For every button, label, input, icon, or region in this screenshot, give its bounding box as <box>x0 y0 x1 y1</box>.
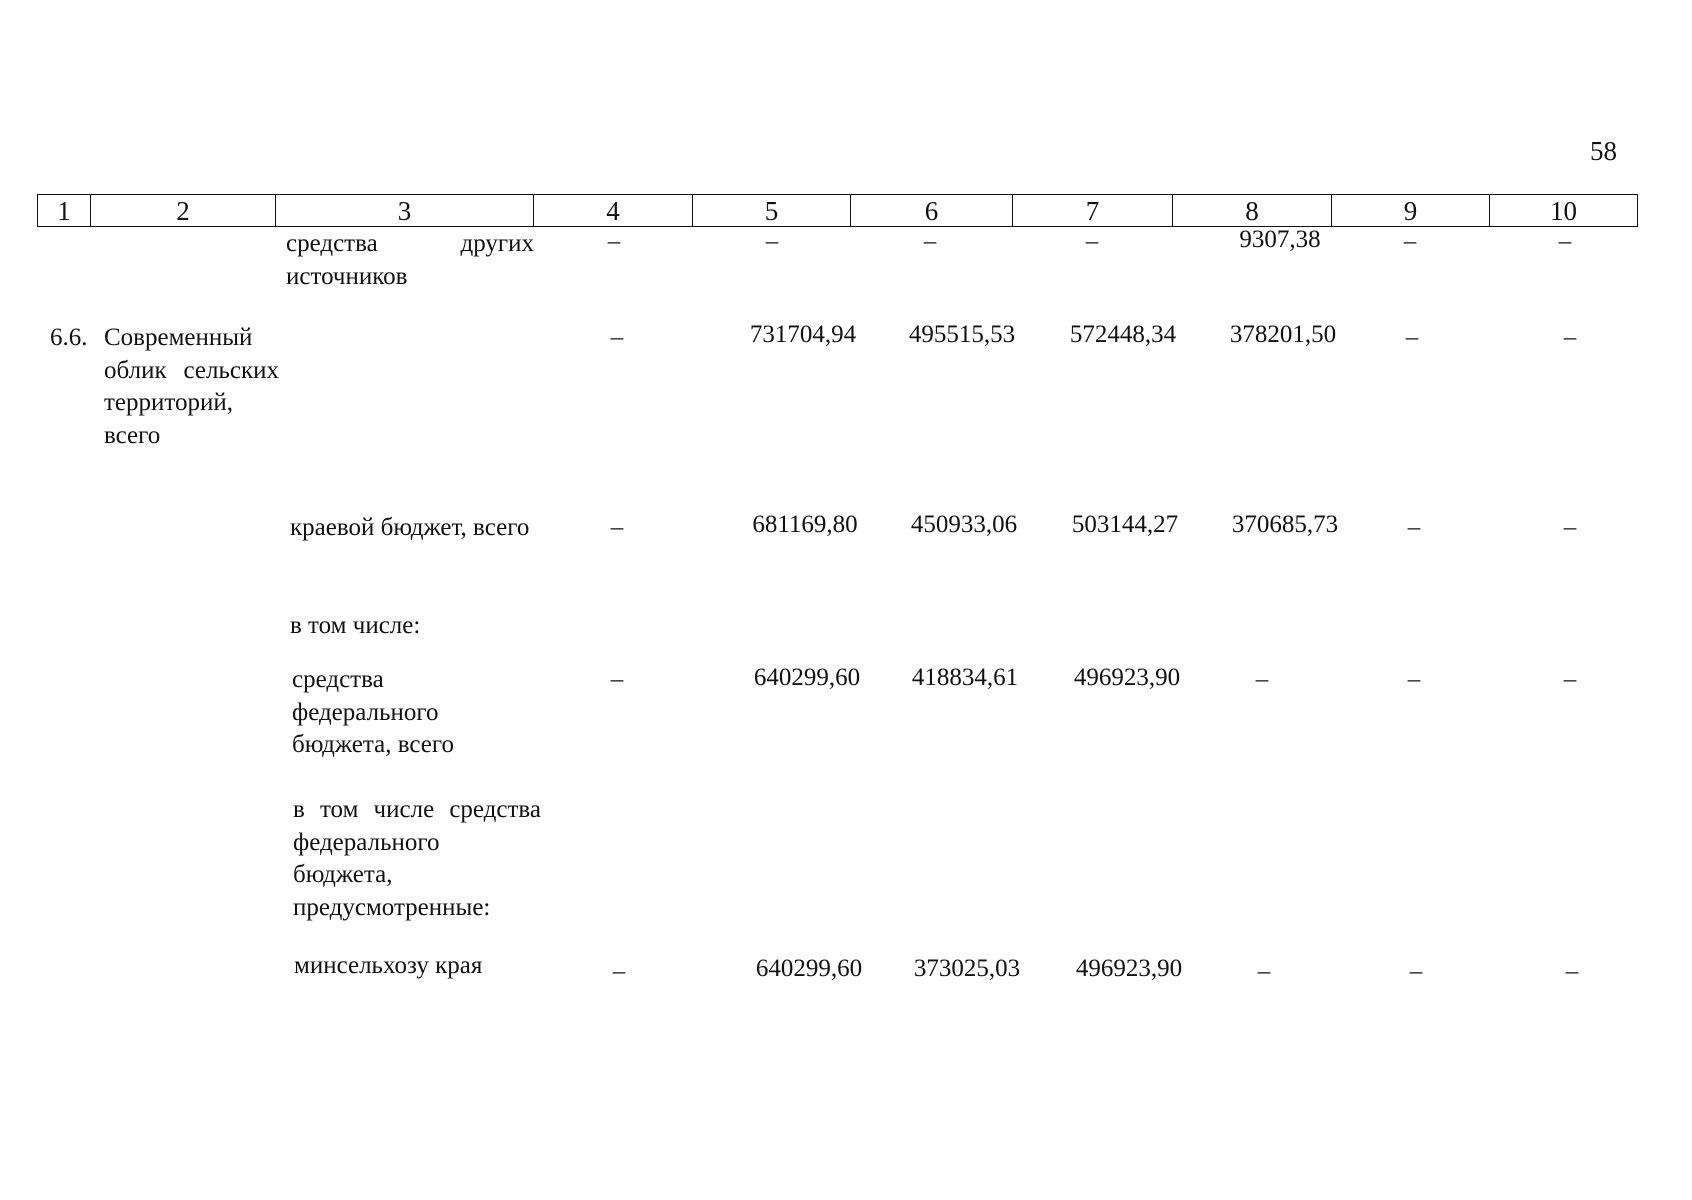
row1-col8: 378201,50 <box>1229 321 1337 348</box>
item-title-rural-areas <box>104 322 279 452</box>
row2-col7: 503144,27 <box>1071 511 1179 538</box>
row6-col6: 373025,03 <box>913 955 1021 982</box>
row2-col4: – <box>610 514 624 541</box>
row6-col7: 496923,90 <box>1075 955 1183 982</box>
row4-col10: – <box>1563 666 1577 693</box>
column-number-header <box>37 194 1638 227</box>
row1-col10: – <box>1563 324 1577 351</box>
row6-col5: 640299,60 <box>755 955 863 982</box>
row2-col8: 370685,73 <box>1231 511 1339 538</box>
row0-col5: – <box>765 228 779 255</box>
row6-col8: – <box>1257 958 1271 985</box>
row0-col8: 9307,38 <box>1239 226 1321 253</box>
header-col-1: 1 <box>38 195 91 227</box>
row1-col7: 572448,34 <box>1069 321 1177 348</box>
page-number: 58 <box>1590 136 1617 166</box>
header-col-6: 6 <box>851 195 1013 227</box>
row0-col6: – <box>923 228 937 255</box>
header-col-4: 4 <box>534 195 693 227</box>
header-col-3: 3 <box>276 195 534 227</box>
header-col-7: 7 <box>1013 195 1173 227</box>
row4-col6: 418834,61 <box>911 664 1019 691</box>
row-label-federal-provided: в том числе средства федерального бюджета, предусмотренные: <box>293 796 541 921</box>
row-label-other-sources: средства других источников <box>286 230 534 290</box>
row1-col9: – <box>1405 324 1419 351</box>
row6-col10: – <box>1565 958 1579 985</box>
row2-col5: 681169,80 <box>752 511 858 538</box>
row0-col4: – <box>607 228 621 255</box>
header-col-5: 5 <box>693 195 851 227</box>
header-col-8: 8 <box>1173 195 1332 227</box>
header-col-9: 9 <box>1332 195 1490 227</box>
row1-col4: – <box>610 324 624 351</box>
item-code-6-6: 6.6. <box>50 324 88 351</box>
row2-col10: – <box>1563 514 1577 541</box>
row4-col9: – <box>1407 666 1421 693</box>
row-label-regional-budget: краевой бюджет, всего <box>290 514 530 541</box>
row4-col5: 640299,60 <box>753 664 861 691</box>
row-label-agriculture-ministry: минсельхозу края <box>294 952 483 979</box>
item-title-text: Современный облик сельских территорий, всего <box>104 324 279 449</box>
header-col-2: 2 <box>91 195 276 227</box>
row-label-including: в том числе: <box>290 612 421 639</box>
row-label-federal-budget: средства федерального бюджета, всего <box>292 666 454 758</box>
row2-col9: – <box>1407 514 1421 541</box>
row6-col4: – <box>612 958 626 985</box>
row4-col8: – <box>1255 666 1269 693</box>
row6-col9: – <box>1409 958 1423 985</box>
row1-col5: 731704,94 <box>749 321 857 348</box>
row4-col7: 496923,90 <box>1073 664 1181 691</box>
row0-col10: – <box>1558 228 1572 255</box>
row0-col9: – <box>1403 228 1417 255</box>
row1-col6: 495515,53 <box>908 321 1016 348</box>
row2-col6: 450933,06 <box>910 511 1018 538</box>
header-col-10: 10 <box>1490 195 1638 227</box>
row0-col7: – <box>1085 228 1099 255</box>
row4-col4: – <box>610 666 624 693</box>
